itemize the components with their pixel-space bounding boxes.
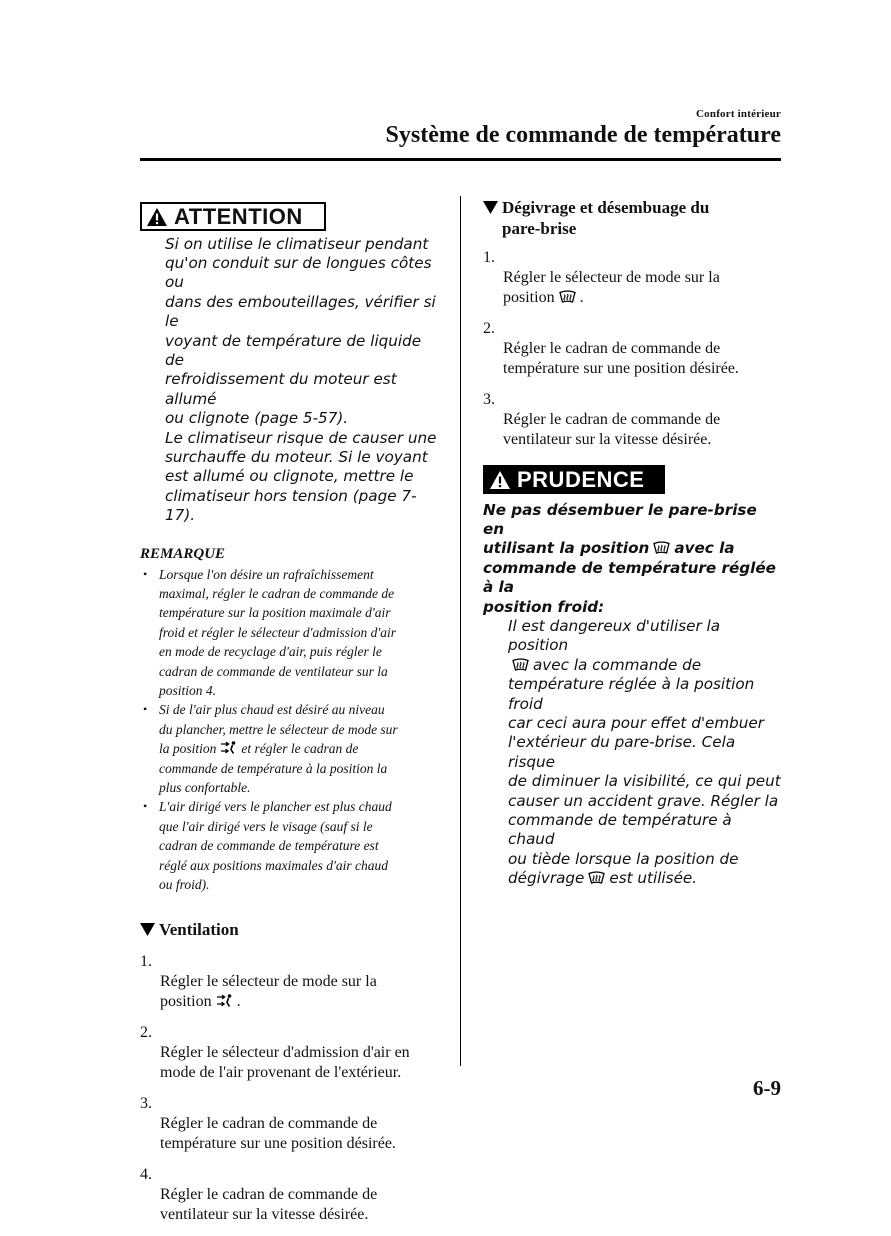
degivrage-step [483, 248, 783, 308]
step-text: Régler le sélecteur de mode sur la position [503, 269, 720, 306]
ventilation-step [140, 1023, 440, 1083]
step-number: 1. [483, 249, 495, 266]
step-text: Régler le sélecteur de mode sur la position [160, 972, 377, 1010]
step-number: 1. [140, 952, 152, 970]
column-divider [460, 196, 461, 1066]
step-number: 4. [140, 1165, 152, 1183]
page-title: Système de commande de température [385, 122, 781, 148]
section-label: Confort intérieur [696, 108, 781, 120]
ventilation-step [140, 1165, 440, 1225]
prudence-label: PRUDENCE [517, 466, 645, 492]
step-text: Régler le cadran de commande de ventilateur sur la vitesse désirée. [160, 1185, 378, 1223]
step-text: Régler le cadran de commande de température sur une position désirée. [160, 1114, 396, 1152]
prudence-lead-text: avec la commande de température réglée à la position froid: [483, 539, 776, 616]
remarque-item-text: Si de l'air plus chaud est désiré au niveau du plancher, mettre le sélecteur de mode sur la position [159, 702, 398, 757]
attention-label: ATTENTION [174, 203, 303, 229]
remarque-list [140, 565, 440, 895]
face-floor-mode-icon [216, 994, 233, 1007]
prudence-lead-text: Ne pas désembuer le pare-brise en utilisant la position [483, 500, 757, 558]
prudence-body-text: Il est dangereux d'utiliser la position [508, 616, 721, 655]
step-text: Régler le cadran de commande de ventilateur sur la vitesse désirée. [503, 411, 721, 448]
windshield-defrost-icon [512, 658, 529, 671]
prudence-banner [483, 465, 665, 494]
ventilation-heading [140, 919, 440, 940]
degivrage-step [483, 319, 783, 379]
warning-triangle-icon [489, 470, 511, 490]
windshield-defrost-icon [653, 541, 670, 554]
remarque-title: REMARQUE [140, 545, 226, 562]
degivrage-heading-text: Dégivrage et désembuage du pare-brise [502, 198, 710, 238]
step-text: Régler le sélecteur d'admission d'air en mode de l'air provenant de l'extérieur. [160, 1043, 410, 1081]
prudence-text [508, 617, 783, 889]
ventilation-steps [140, 952, 440, 1225]
step-number: 2. [140, 1023, 152, 1041]
windshield-defrost-icon [588, 871, 605, 884]
degivrage-step [483, 390, 783, 450]
face-floor-mode-icon [220, 741, 237, 754]
warning-triangle-icon [146, 207, 168, 227]
step-number: 3. [140, 1094, 152, 1112]
header-rule [140, 158, 781, 161]
ventilation-heading-text: Ventilation [159, 919, 239, 939]
remarque-item-text: et régler le cadran de commande de température à la position la plus confortable. [159, 741, 388, 796]
attention-text: Si on utilise le climatiseur pendant qu'on conduit sur de longues côtes ou dans des embouteillages, vérifier si le voyant de température de liquide de refroidissement du moteur est allumé ou clignote (page 5-57). Le climatiseur risque de causer une surchauffe du moteur. Si le voyant est allumé ou clignote, mettre le climatiseur hors tension (page 7-17). [165, 234, 437, 525]
remarque-item [140, 700, 440, 797]
attention-banner [140, 202, 326, 231]
down-triangle-icon [140, 923, 155, 936]
left-column [140, 200, 440, 1236]
right-column [483, 197, 783, 889]
step-number: 2. [483, 320, 495, 337]
remarque-item: • Lorsque l'on désire un rafraîchissement maximal, régler le cadran de commande de température sur la position maximale d'air froid et régler le sélecteur d'admission d'air en mode de recyclage d'air, puis régler le cadran de commande de ventilateur sur la position 4. [140, 565, 440, 701]
page-number: 6-9 [753, 1076, 781, 1100]
windshield-defrost-icon [559, 290, 576, 303]
step-text: . [236, 992, 241, 1010]
prudence-body-text: est utilisée. [609, 869, 698, 888]
degivrage-heading [483, 197, 783, 239]
prudence-lead [483, 501, 783, 617]
step-number: 3. [483, 391, 495, 408]
remarque-item: • L'air dirigé vers le plancher est plus chaud que l'air dirigé vers le visage (sauf si le cadran de commande de température est réglé aux positions maximales d'air chaud ou froid). [140, 797, 440, 894]
step-text: . [579, 289, 584, 306]
ventilation-step [140, 1094, 440, 1154]
prudence-body-text: avec la commande de température réglée à la position froid car ceci aura pour effet d'embuer l'extérieur du pare-brise. Cela risque de diminuer la visibilité, ce qui peut causer un accident grave. Régler la commande de température à chaud ou tiède lorsque la position de dégivrage [508, 655, 781, 888]
ventilation-step [140, 952, 440, 1012]
step-text: Régler le cadran de commande de température sur une position désirée. [503, 340, 739, 377]
down-triangle-icon [483, 201, 498, 214]
degivrage-steps [483, 248, 783, 450]
